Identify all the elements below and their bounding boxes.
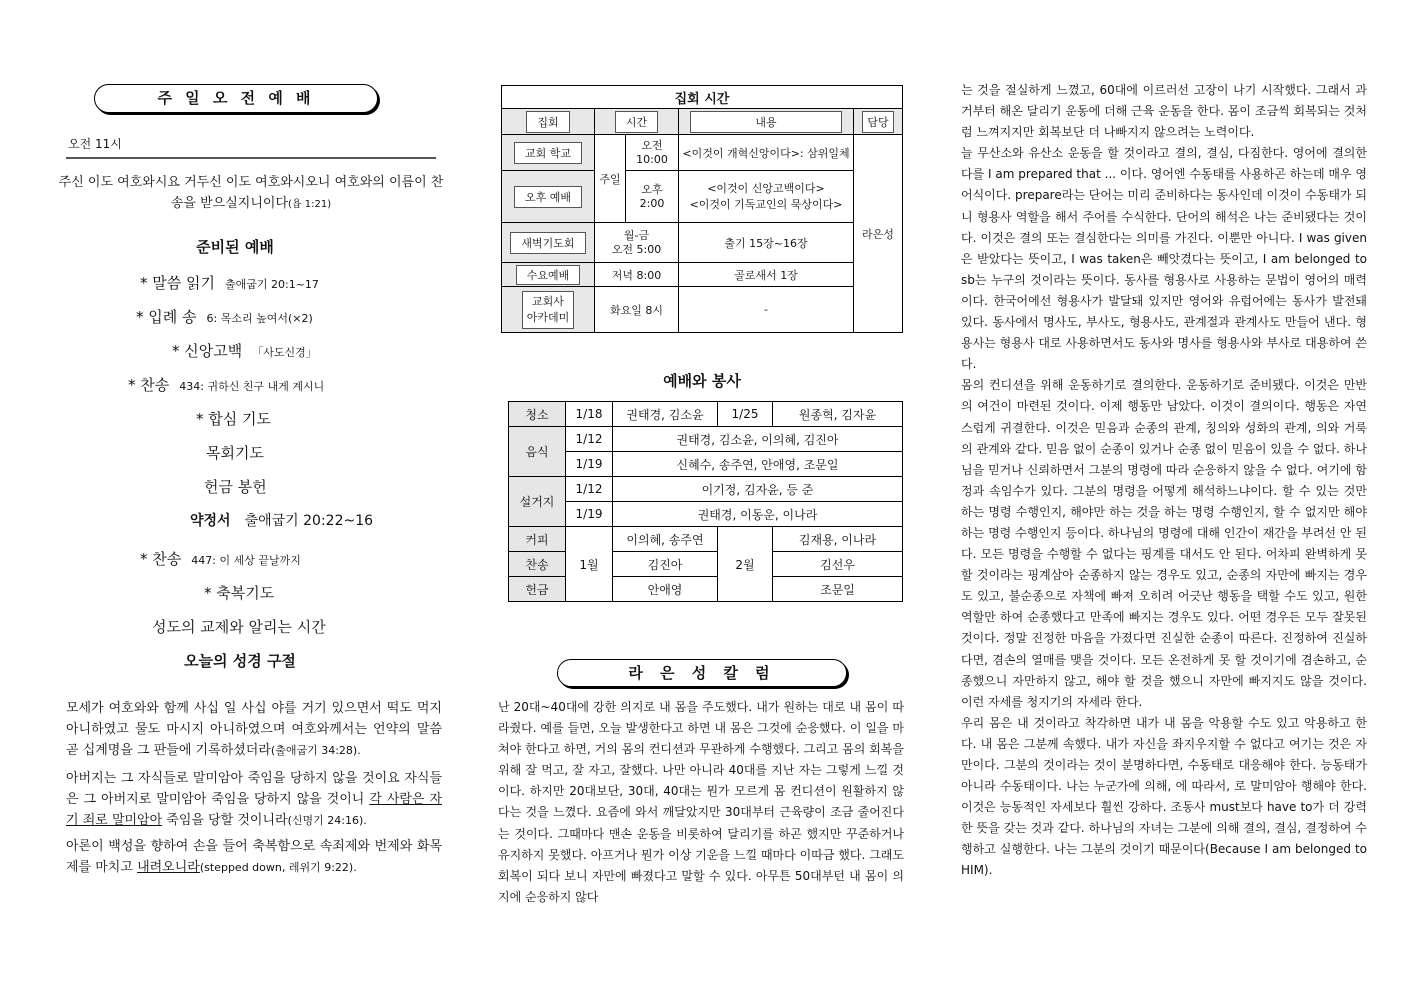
row-church-school: 교회 학교 bbox=[514, 142, 582, 164]
order-item-creed: * 신앙고백 「사도신경」 bbox=[172, 342, 317, 360]
worship-time: 오전 11시 bbox=[68, 137, 122, 151]
order-item-reading: * 말씀 읽기 출애굽기 20:1~17 bbox=[140, 274, 319, 292]
offering-month-2: 조문일 bbox=[773, 577, 903, 602]
dish-people-1: 이기정, 김자윤, 등 준 bbox=[613, 477, 903, 502]
call-to-worship bbox=[56, 172, 446, 215]
coffee-month-1: 이의혜, 송주연 bbox=[613, 527, 718, 552]
hymn-label: 찬송 bbox=[509, 552, 566, 577]
order-item-entrance-song: * 입례 송 6: 목소리 높여서(×2) bbox=[136, 308, 313, 326]
food-date-2: 1/19 bbox=[566, 452, 613, 477]
column-text-middle: 난 20대~40대에 강한 의지로 내 몸을 주도했다. 내가 원하는 대로 내 몸이 따라줬다. 예를 들면, 오늘 발생한다고 하면 내 몸은 그것에 순응했다. 이 일을 마쳐야 한다고 하면, 거의 몸의 컨디션과 무관하게 수행했다. 그리고 몸의 회복을 위해 잘 먹고, 잘 자고, 잘했다. 나만 아니라 40대를 지난 자는 그렇게 느낄 것이다. 하지만 20대보단, 30대, 40대는 뭔가 모르게 몸 컨디션이 원활하지 않다는 것을 느꼈다. 요즘에 와서 깨달았지만 30대부터 근육량이 조금 줄어진다는 것이다. 그때마다 맨손 운동을 비롯하여 달리기를 하곤 했지만 꾸준하거나 유지하지 못했다. 아프거나 뭔가 이상 기운을 느낄 때마다 이따금 했다. 그래도 회복이 되다 보니 자만에 빠졌다고 말할 수 있다. 아무튼 50대부턴 내 몸이 의지에 순응하지 않다 bbox=[498, 700, 904, 904]
right-paragraph-3: 몸의 컨디션을 위해 운동하기로 결의한다. 운동하기로 준비됐다. 이것은 만반의 여건이 마련된 것이다. 이제 행동만 남았다. 이것이 결의이다. 행동은 자연스럽게 귀결한다. 이것은 믿음과 순종의 관계, 칭의와 성화의 관계, 의와 거룩의 관계와 같다. 믿음 없이 순종이 있거나 순종 없이 믿음이 있을 수 없다. 하나님을 믿거나 신뢰하면서 그분의 명령에 따라 순응하지 않을 수 없다. 여기에 함정과 속임수가 있다. 그분의 명령을 어떻게 해석하느냐이다. 할 수 있는 것만 하는 명령 수행인지, 해야만 하는 것을 하는 명령 수행인지, 할 수 없지만 해야 하는 명령 수행인지 등이다. 하나님의 명령에 대해 인간이 재간을 부려선 안 된다. 모든 명령을 수행할 수 없다는 핑계를 대서도 안 된다. 어차피 완벽하게 못할 것이라는 핑계삼아 순종하지 않는 경우도 있고, 순종의 자만에 빠지는 경우도 있고, 불순종으로 자책에 빠져 오히려 어긋난 행동을 택할 수도 있고, 원한 역할만 하여 순종했다고 만족에 빠지는 경우도 있다. 어떤 경우든 모두 잘못된 것이다. 정말 진정한 마음을 가졌다면 진실한 순종이 따른다. 진정하여 진실하다면, 겸손의 열매를 맺을 것이다. 모든 온전하게 못 할 것이기에 겸손하고, 순종했으니 자만하지 않고, 해야 할 것을 했으니 자만에 빠지지도 않을 것이다. 이런 자세를 청지기의 자세라 한다. bbox=[961, 378, 1367, 709]
food-label: 음식 bbox=[509, 427, 566, 477]
r5-content: - bbox=[679, 287, 854, 333]
dish-label: 설거지 bbox=[509, 477, 566, 527]
order-item-fellowship: 성도의 교제와 알리는 시간 bbox=[152, 618, 326, 636]
verse-title: 오늘의 성경 구절 bbox=[184, 652, 296, 670]
coffee-label: 커피 bbox=[509, 527, 566, 552]
coffee-month-2: 김재용, 이나라 bbox=[773, 527, 903, 552]
header-time: 시간 bbox=[615, 111, 658, 133]
order-item-benediction: * 축복기도 bbox=[204, 584, 275, 602]
food-people-2: 신혜수, 송주연, 안애영, 조문일 bbox=[613, 452, 903, 477]
row-dawn-prayer: 새벽기도회 bbox=[510, 232, 585, 254]
verse-2: 아버지는 그 자식들로 말미암아 죽임을 당하지 않을 것이요 자식들은 그 아버지로 말미암아 죽임을 당하지 않을 것이니 각 사람은 자기 죄로 말미암아 죽임을 당할 것이니라(신명기 24:16). bbox=[66, 771, 442, 828]
hymn-month-2: 김선우 bbox=[773, 552, 903, 577]
verse-1: 모세가 여호와와 함께 사십 일 사십 야를 거기 있으면서 떡도 먹지 아니하였고 물도 마시지 아니하였으며 여호와께서는 언약의 말씀 곧 십계명을 그 판들에 기록하셨더라(출애굽기 34:28). bbox=[66, 701, 442, 758]
clean-people-1: 권태경, 김소윤 bbox=[613, 402, 718, 427]
order-item-hymn-2: * 찬송 447: 이 세상 끝날까지 bbox=[140, 550, 301, 568]
right-paragraph-1: 는 것을 절실하게 느꼈고, 60대에 이르러선 고장이 나기 시작했다. 그래서 과거부터 해온 달리기 운동에 더해 근육 운동을 한다. 몸이 조금씩 회복되는 것처럼 느껴지지만 회복보단 더 나빠지지 않으려는 노력이다. bbox=[961, 83, 1367, 140]
order-item-prayer: * 합심 기도 bbox=[196, 410, 271, 428]
header-meeting: 집회 bbox=[526, 111, 569, 133]
hymn-month-1: 김진아 bbox=[613, 552, 718, 577]
leader-name: 라은성 bbox=[854, 135, 903, 333]
clean-people-2: 원종혁, 김자윤 bbox=[773, 402, 903, 427]
food-date-1: 1/12 bbox=[566, 427, 613, 452]
food-people-1: 권태경, 김소윤, 이의혜, 김진아 bbox=[613, 427, 903, 452]
r2-content-b: <이것이 기독교인의 묵상이다> bbox=[689, 197, 843, 211]
order-title: 준비된 예배 bbox=[196, 238, 274, 256]
r3-content: 출기 15장~16장 bbox=[679, 223, 854, 263]
divider bbox=[66, 157, 436, 159]
offering-month-1: 안애영 bbox=[613, 577, 718, 602]
order-item-pastoral-prayer: 목회기도 bbox=[206, 444, 264, 462]
order-item-offering: 헌금 봉헌 bbox=[204, 478, 267, 496]
order-item-pledge: 약정서 출애굽기 20:22~16 bbox=[190, 513, 374, 529]
column-title: 라 은 성 칼 럼 bbox=[557, 659, 847, 687]
row-wednesday-worship: 수요예배 bbox=[516, 265, 581, 285]
clean-date-2: 1/25 bbox=[718, 402, 773, 427]
r3-time: 월-금 오전 5:00 bbox=[595, 223, 679, 263]
sunday-label: 주일 bbox=[595, 135, 626, 223]
header-leader: 담당 bbox=[862, 111, 893, 133]
month-1: 1월 bbox=[566, 527, 613, 602]
order-item-hymn-1: * 찬송 434: 귀하신 친구 내게 계시니 bbox=[128, 376, 325, 394]
morning-worship-title: 주 일 오 전 예 배 bbox=[94, 84, 378, 113]
row-church-history-academy: 교회사 아카데미 bbox=[522, 291, 575, 329]
service-table bbox=[508, 401, 903, 602]
right-paragraph-4: 우리 몸은 내 것이라고 착각하면 내가 내 몸을 악용할 수도 있고 악용하고 한다. 내 몸은 그분께 속했다. 내가 자신을 좌지우지할 수 없다고 여기는 것은 자만이다. 그분의 것이라는 것이 분명하다면, 수동태로 대응해야 한다. 능동태가 아니라 수동태이다. 나는 누군가에 의해, 에 따라서, 로 말미암아 행해야 한다. 이것은 능동적인 자세보다 훨씬 강하다. 조동사 must보다 have to가 더 강력한 뜻을 갖는 것과 같다. 하나님의 자녀는 그분에 의해 결의, 결심, 결정하여 수행하고 실행한다. 나는 그분의 것이기 때문이다(Because I am belonged to HIM). bbox=[961, 715, 1367, 878]
r4-content: 골로새서 1장 bbox=[679, 263, 854, 287]
r1-content: <이것이 개혁신앙이다>: 삼위일체 bbox=[679, 135, 854, 171]
header-content: 내용 bbox=[690, 111, 841, 133]
dish-people-2: 권태경, 이동운, 이나라 bbox=[613, 502, 903, 527]
r2-content-a: <이것이 신앙고백이다> bbox=[707, 181, 825, 195]
r2-time: 오후 2:00 bbox=[626, 171, 679, 223]
service-title: 예배와 봉사 bbox=[663, 372, 741, 390]
clean-label: 청소 bbox=[509, 402, 566, 427]
r4-time: 저녁 8:00 bbox=[595, 263, 679, 287]
meeting-schedule-table bbox=[501, 85, 903, 333]
r5-time: 화요일 8시 bbox=[595, 287, 679, 333]
dish-date-1: 1/12 bbox=[566, 477, 613, 502]
month-2: 2월 bbox=[718, 527, 773, 602]
call-text: 주신 이도 여호와시요 거두신 이도 여호와시오니 여호와의 이름이 찬송을 받으실지니이다 bbox=[58, 175, 444, 211]
r1-time: 오전 10:00 bbox=[626, 135, 679, 171]
offering-label: 헌금 bbox=[509, 577, 566, 602]
clean-date-1: 1/18 bbox=[566, 402, 613, 427]
row-afternoon-worship: 오후 예배 bbox=[514, 186, 582, 208]
call-ref: (욥 1:21) bbox=[288, 199, 332, 210]
column-text-right bbox=[961, 80, 1367, 882]
verse-3: 아론이 백성을 향하여 손을 들어 축복함으로 속죄제와 번제와 화목제를 마치고 내려오니라(stepped down, 레위기 9:22). bbox=[66, 839, 442, 875]
dish-date-2: 1/19 bbox=[566, 502, 613, 527]
right-paragraph-2: 늘 무산소와 유산소 운동을 할 것이라고 결의, 결심, 다짐한다. 영어에 결의한다를 I am prepared that ... 이다. 영어엔 수동태를 사용하곤 하는데 매우 영어식이다. prepare라는 단어는 미리 준비하다는 동사인데 이것이 수동태가 되니 형용사 역할을 해서 주어를 수식한다. 단어의 해석은 나는 준비됐다는 것이다. 이것은 결의 또는 결심한다는 의미를 가진다. 이뿐만 아니다. I was given은 받았다는 뜻이고, I was taken은 빼앗겼다는 뜻이고, I am belonged to sb는 누구의 것이라는 뜻이다. 동사를 형용사로 사용하는 문법이 영어의 매력이다. 한국어에선 형용사가 발달돼 있지만 영어와 유럽어에는 동사가 발전돼 있다. 동사에서 명사도, 부사도, 형용사도, 관계절과 관계사도 만들어 낸다. 형용사는 형용사 대로 사용하면서도 동사와 명사를 형용사와 부사로 대용하여 쓴다. bbox=[961, 146, 1367, 372]
schedule-title: 집회 시간 bbox=[502, 86, 903, 109]
